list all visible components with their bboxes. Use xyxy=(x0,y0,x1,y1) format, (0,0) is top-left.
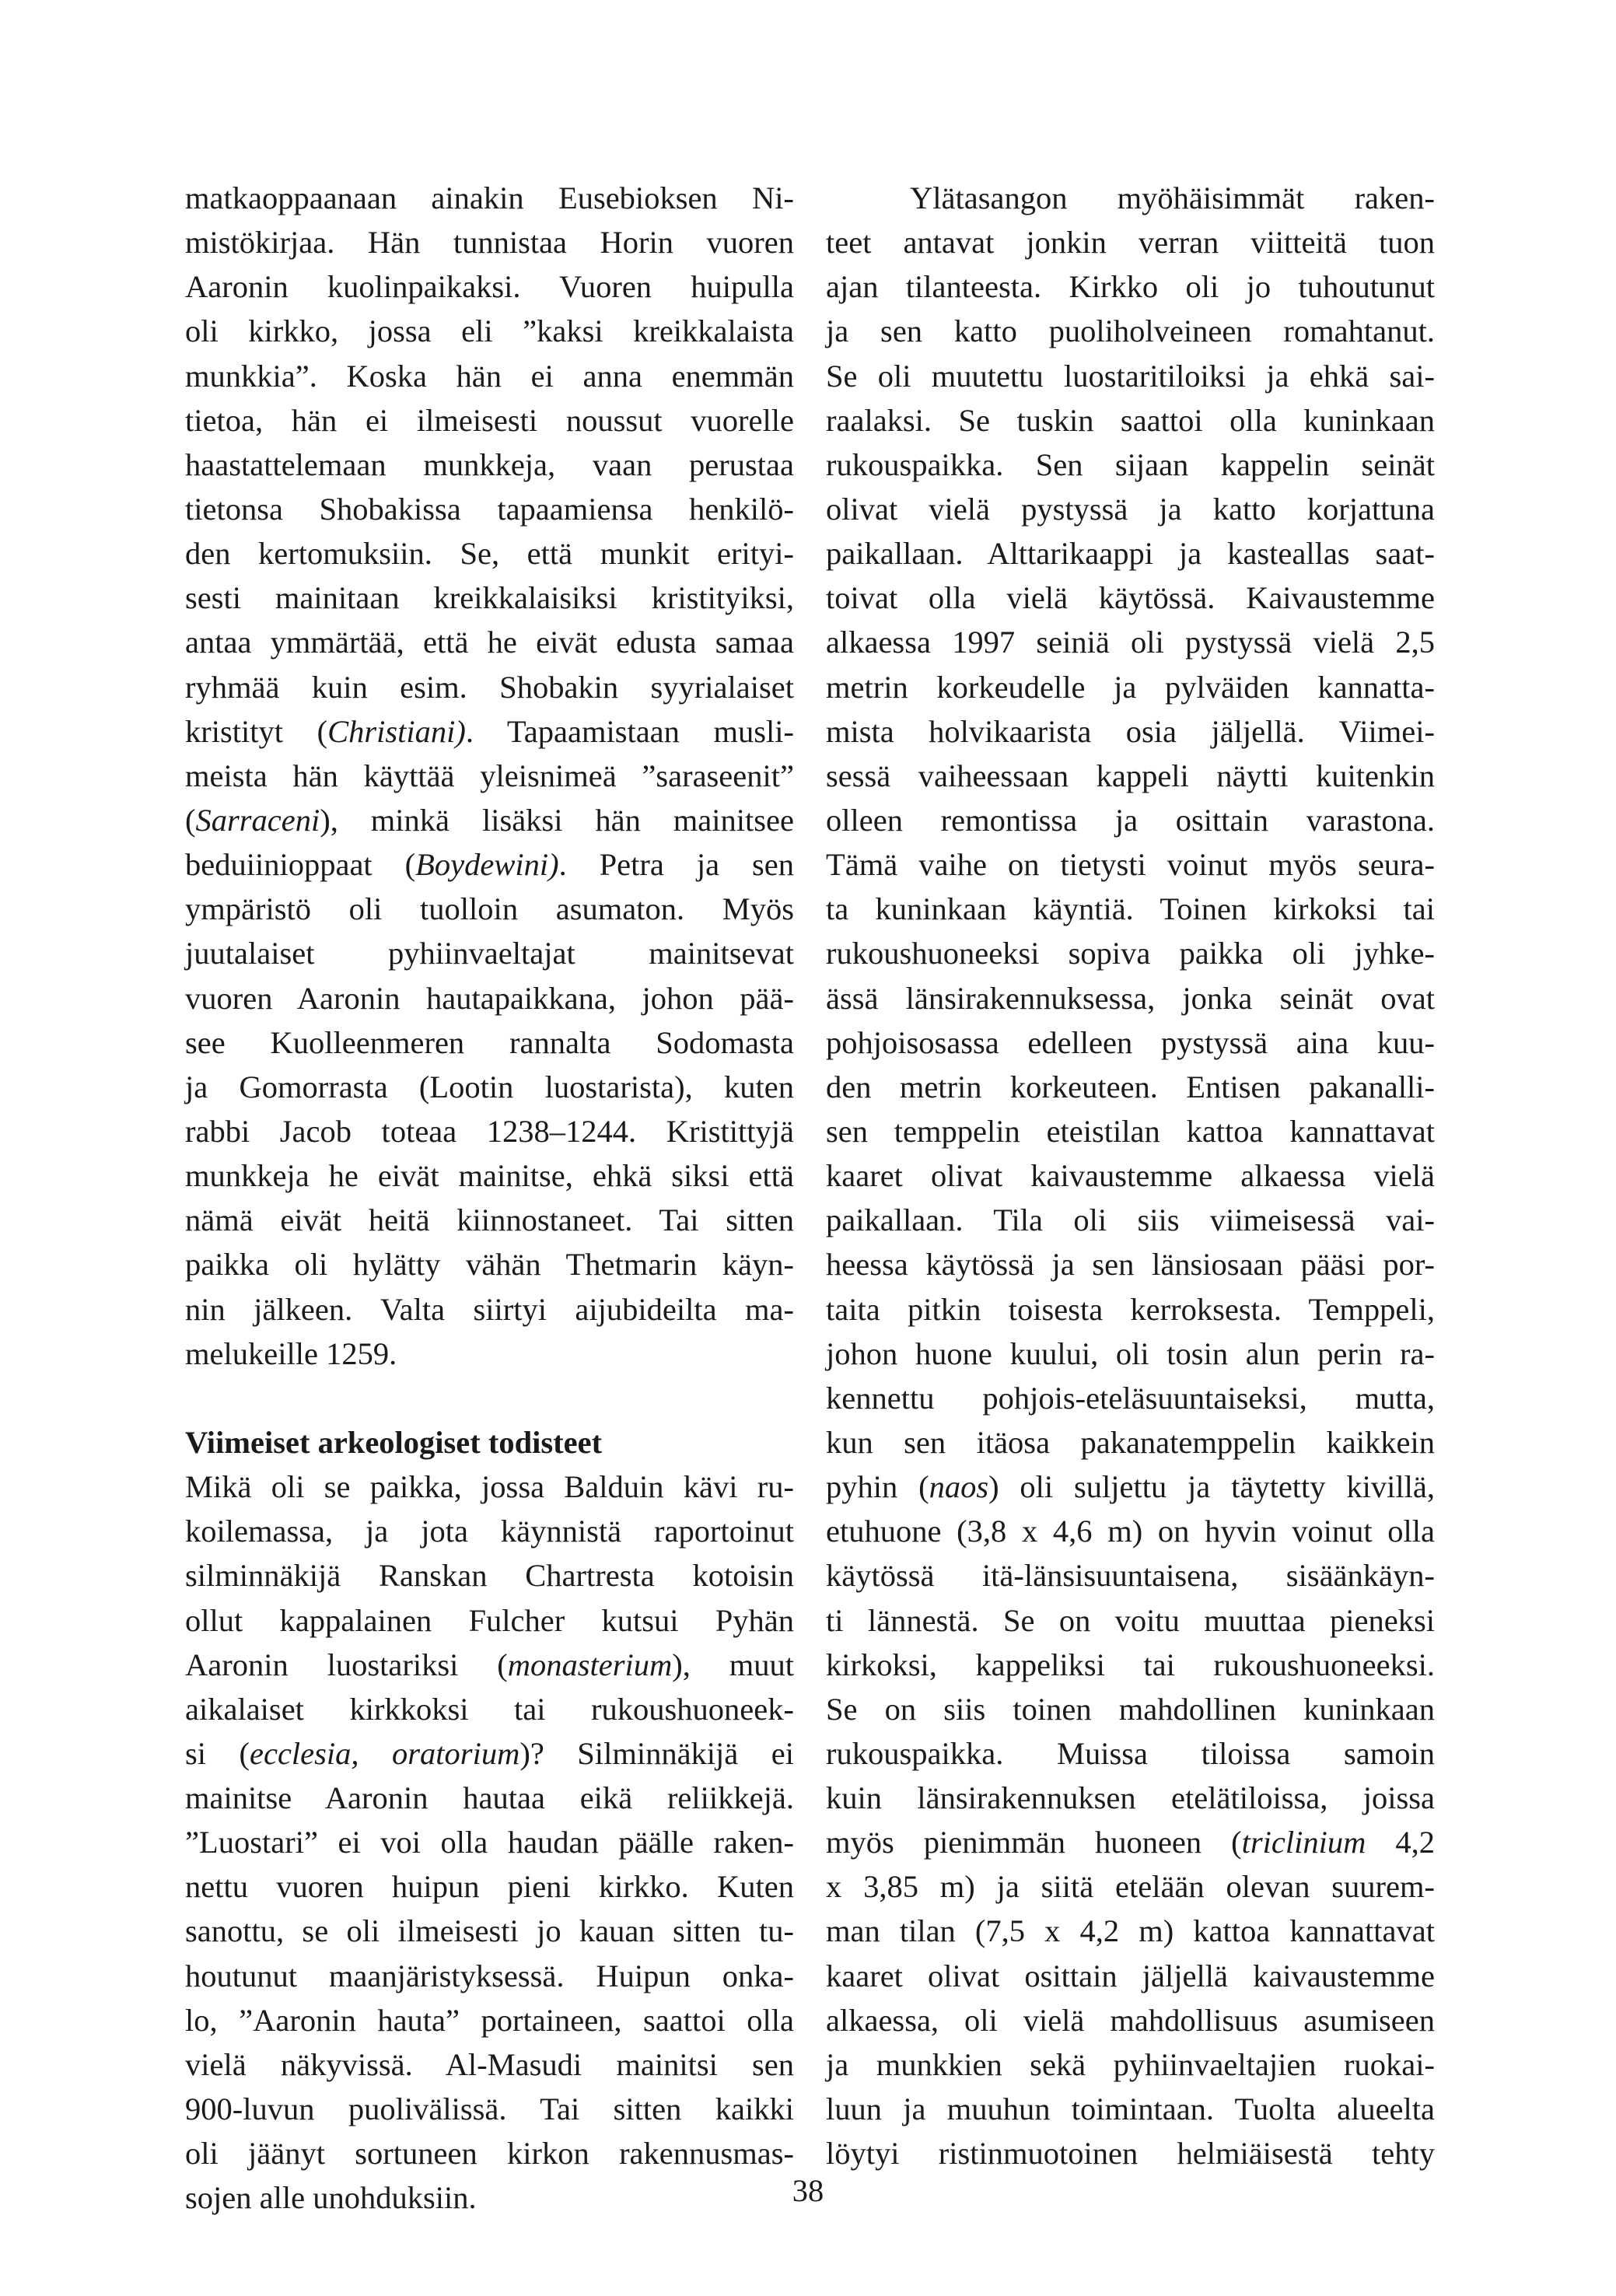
text-line xyxy=(185,798,794,842)
text-line: paikka oli hylätty vähän Thetmarin käyn- xyxy=(185,1247,794,1283)
text-run: 4,2 xyxy=(1366,1825,1436,1860)
text-line: den metrin korkeuteen. Entisen pakanalli- xyxy=(826,1069,1435,1104)
text-line: kun sen itäosa pakanatemppelin kaikkein xyxy=(826,1424,1435,1460)
text-line: ti lännestä. Se on voitu muuttaa pieneksi xyxy=(826,1602,1435,1638)
text-line: etuhuone (3,8 x 4,6 m) on hyvin voinut olla xyxy=(826,1514,1435,1549)
text-line: mista holvikaarista osia jäljellä. Viimei- xyxy=(826,713,1435,749)
italic-term: Christiani) xyxy=(327,713,466,749)
text-run: . Petra ja sen xyxy=(558,847,794,883)
text-line: ja munkkien sekä pyhiinvaeltajien ruokai- xyxy=(826,2046,1435,2082)
text-run: )? Silminnäkijä ei xyxy=(519,1735,794,1771)
text-line: olivat vielä pystyssä ja katto korjattuna xyxy=(826,491,1435,527)
text-line xyxy=(826,1465,1435,1509)
text-line: ympäristö oli tuolloin asumaton. Myös xyxy=(185,891,794,927)
text-line: pohjoisosassa edelleen pystyssä aina kuu- xyxy=(826,1024,1435,1060)
text-line: heessa käytössä ja sen länsiosaan pääsi por- xyxy=(826,1247,1435,1283)
text-line: paikallaan. Alttarikaappi ja kasteallas saat- xyxy=(826,536,1435,572)
text-run: ( xyxy=(185,802,196,838)
text-line: ässä länsirakennuksessa, jonka seinät ovat xyxy=(826,980,1435,1016)
text-line: nämä eivät heitä kiinnostaneet. Tai sitten xyxy=(185,1202,794,1238)
text-line: sanottu, se oli ilmeisesti jo kauan sitten tu- xyxy=(185,1913,794,1949)
text-line: juutalaiset pyhiinvaeltajat mainitsevat xyxy=(185,936,794,971)
right-column xyxy=(826,176,1435,2175)
text-line: kaaret olivat kaivaustemme alkaessa vielä xyxy=(826,1158,1435,1194)
text-line: Se on siis toinen mahdollinen kuninkaan xyxy=(826,1691,1435,1727)
text-line: antaa ymmärtää, että he eivät edusta samaa xyxy=(185,625,794,660)
text-line: kirkoksi, kappeliksi tai rukoushuoneeksi. xyxy=(826,1647,1435,1682)
text-run: beduiinioppaat ( xyxy=(185,847,416,883)
paragraph-gap xyxy=(185,1376,794,1420)
text-line: luun ja muuhun toimintaan. Tuolta alueelta xyxy=(826,2091,1435,2127)
text-line: sen temppelin eteistilan kattoa kannattavat xyxy=(826,1113,1435,1149)
text-run: . Tapaamistaan musli- xyxy=(465,713,794,749)
italic-term: Boydewini) xyxy=(415,847,559,883)
text-line: alkaessa 1997 seiniä oli pystyssä vielä 2,5 xyxy=(826,625,1435,660)
text-line: rabbi Jacob toteaa 1238–1244. Kristittyjä xyxy=(185,1113,794,1149)
text-line: 900-luvun puolivälissä. Tai sitten kaikki xyxy=(185,2091,794,2127)
text-line: teet antavat jonkin verran viitteitä tuon xyxy=(826,225,1435,261)
text-line: ja Gomorrasta (Lootin luostarista), kuten xyxy=(185,1069,794,1104)
text-line xyxy=(826,1820,1435,1864)
text-line: matkaoppaanaan ainakin Eusebioksen Ni- xyxy=(185,180,794,215)
text-line: tietonsa Shobakissa tapaamiensa henkilö- xyxy=(185,491,794,527)
text-line: Mikä oli se paikka, jossa Balduin kävi ru- xyxy=(185,1469,794,1505)
text-line: sessä vaiheessaan kappeli näytti kuitenkin xyxy=(826,758,1435,793)
text-line: rukouspaikka. Sen sijaan kappelin seinät xyxy=(826,446,1435,482)
text-run: pyhin ( xyxy=(826,1469,929,1505)
text-line: rukoushuoneeksi sopiva paikka oli jyhke- xyxy=(826,936,1435,971)
text-line: vuoren Aaronin hautapaikkana, johon pää- xyxy=(185,980,794,1016)
text-line: ryhmää kuin esim. Shobakin syyrialaiset xyxy=(185,669,794,705)
text-run: myös pienimmän huoneen ( xyxy=(826,1825,1242,1860)
left-column xyxy=(185,176,794,2220)
text-line: käytössä itä-länsisuuntaisena, sisäänkäyn- xyxy=(826,1558,1435,1594)
text-line: man tilan (7,5 x 4,2 m) kattoa kannattavat xyxy=(826,1913,1435,1949)
text-line: kuin länsirakennuksen etelätiloissa, joissa xyxy=(826,1780,1435,1816)
text-line: nettu vuoren huipun pieni kirkko. Kuten xyxy=(185,1869,794,1905)
text-line: mistökirjaa. Hän tunnistaa Horin vuoren xyxy=(185,225,794,261)
text-line: sesti mainitaan kreikkalaisiksi kristityiksi, xyxy=(185,580,794,616)
text-line xyxy=(185,842,794,887)
text-line: koilemassa, ja jota käynnistä raportoinut xyxy=(185,1514,794,1549)
text-line: aikalaiset kirkkoksi tai rukoushuoneek- xyxy=(185,1691,794,1727)
text-line: melukeille 1259. xyxy=(185,1335,397,1371)
section-heading: Viimeiset arkeologiset todisteet xyxy=(185,1424,603,1460)
text-line: kaaret olivat osittain jäljellä kaivaustemme xyxy=(826,1958,1435,1993)
text-line: haastattelemaan munkkeja, vaan perustaa xyxy=(185,446,794,482)
text-line: sojen alle unohduksiin. xyxy=(185,2180,477,2216)
text-run: ) oli suljettu ja täytetty kivillä, xyxy=(988,1469,1435,1505)
text-line: Tämä vaihe on tietysti voinut myös seura- xyxy=(826,847,1435,883)
text-line: ja sen katto puoliholveineen romahtanut. xyxy=(826,313,1435,349)
italic-term: triclinium xyxy=(1241,1825,1366,1860)
text-line xyxy=(185,1731,794,1776)
text-line: lo, ”Aaronin hauta” portaineen, saattoi olla xyxy=(185,2002,794,2038)
text-line: ”Luostari” ei voi olla haudan päälle raken- xyxy=(185,1825,794,1860)
text-line xyxy=(185,709,794,754)
text-line: olleen remontissa ja osittain varastona. xyxy=(826,802,1435,838)
text-run: Aaronin luostariksi ( xyxy=(185,1647,508,1682)
italic-term: Sarraceni xyxy=(195,802,320,838)
text-line: vielä näkyvissä. Al-Masudi mainitsi sen xyxy=(185,2046,794,2082)
text-line: rukouspaikka. Muissa tiloissa samoin xyxy=(826,1735,1435,1771)
italic-term: ecclesia, oratorium xyxy=(250,1735,520,1771)
text-line: munkkia”. Koska hän ei anna enemmän xyxy=(185,358,794,394)
text-line: houtunut maanjäristyksessä. Huipun onka- xyxy=(185,1958,794,1993)
text-line: see Kuolleenmeren rannalta Sodomasta xyxy=(185,1024,794,1060)
text-line: munkkeja he eivät mainitse, ehkä siksi että xyxy=(185,1158,794,1194)
text-line: oli kirkko, jossa eli ”kaksi kreikkalaista xyxy=(185,313,794,349)
text-line: ajan tilanteesta. Kirkko oli jo tuhoutunut xyxy=(826,269,1435,305)
text-run: ), muut xyxy=(672,1647,794,1682)
text-line xyxy=(185,1643,794,1687)
text-run: ), minkä lisäksi hän mainitsee xyxy=(320,802,794,838)
page-number: 38 xyxy=(792,2173,824,2208)
italic-term: naos xyxy=(929,1469,989,1505)
text-line: Ylätasangon myöhäisimmät raken- xyxy=(910,180,1435,215)
text-line: paikallaan. Tila oli siis viimeisessä vai- xyxy=(826,1202,1435,1238)
text-line: x 3,85 m) ja siitä etelään olevan suurem- xyxy=(826,1869,1435,1905)
text-line: Se oli muutettu luostaritiloiksi ja ehkä sai- xyxy=(826,358,1435,394)
text-line: alkaessa, oli vielä mahdollisuus asumiseen xyxy=(826,2002,1435,2038)
text-line: ollut kappalainen Fulcher kutsui Pyhän xyxy=(185,1602,794,1638)
text-line: tietoa, hän ei ilmeisesti noussut vuorelle xyxy=(185,402,794,438)
text-line: taita pitkin toisesta kerroksesta. Temppeli, xyxy=(826,1291,1435,1327)
text-run: si ( xyxy=(185,1735,250,1771)
text-line: löytyi ristinmuotoinen helmiäisestä tehty xyxy=(826,2136,1435,2172)
italic-term: monasterium xyxy=(507,1647,673,1682)
text-line: metrin korkeudelle ja pylväiden kannatta- xyxy=(826,669,1435,705)
text-line: johon huone kuului, oli tosin alun perin ra- xyxy=(826,1335,1435,1371)
text-line: meista hän käyttää yleisnimeä ”saraseenit” xyxy=(185,758,794,793)
text-line: nin jälkeen. Valta siirtyi aijubideilta ma- xyxy=(185,1291,794,1327)
text-line: ta kuninkaan käyntiä. Toinen kirkoksi tai xyxy=(826,891,1435,927)
text-line: silminnäkijä Ranskan Chartresta kotoisin xyxy=(185,1558,794,1594)
text-line: mainitse Aaronin hautaa eikä reliikkejä. xyxy=(185,1780,794,1816)
text-line: Aaronin kuolinpaikaksi. Vuoren huipulla xyxy=(185,269,794,305)
text-line: raalaksi. Se tuskin saattoi olla kuninkaan xyxy=(826,402,1435,438)
text-line: toivat olla vielä käytössä. Kaivaustemme xyxy=(826,580,1435,616)
text-line: oli jäänyt sortuneen kirkon rakennusmas- xyxy=(185,2136,794,2172)
text-run: kristityt ( xyxy=(185,713,328,749)
text-line: kennettu pohjois-eteläsuuntaiseksi, mutta, xyxy=(826,1380,1435,1416)
text-line: den kertomuksiin. Se, että munkit erityi- xyxy=(185,536,794,572)
